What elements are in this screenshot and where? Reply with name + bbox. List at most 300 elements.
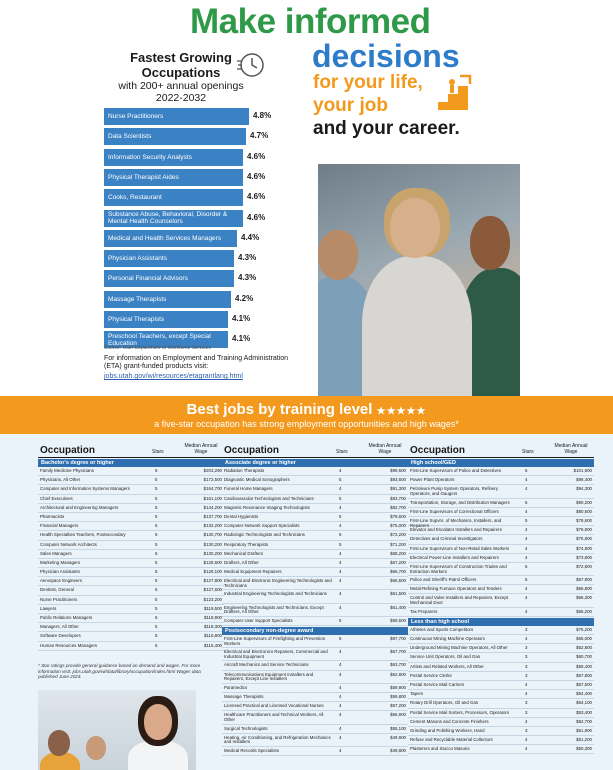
table-row [408,672,594,681]
row-wage: $115,400 [204,642,222,648]
table-row [222,559,408,568]
chart-bar-value: 4.6% [247,151,266,161]
row-occupation: Petroleum Pump System Operators, Refinery Operators, and Gaugers [410,486,499,497]
table-row [38,632,224,641]
fastest-growing-chart [104,108,284,347]
row-wage: $50,300 [576,746,592,752]
row-stars: 5 [155,541,158,547]
row-stars: 5 [339,495,342,501]
row-occupation: Underground Mining Machine Operators, All Other [410,645,508,651]
row-occupation: Sales Managers [40,550,72,556]
row-wage: $119,500 [204,605,222,611]
row-wage: $123,200 [203,596,222,602]
table-bachelors [38,438,224,651]
table-row [408,526,594,535]
section-header: Bachelor's degree or higher [38,459,224,467]
table-row [408,576,594,585]
row-stars: 5 [339,541,342,547]
row-stars: 5 [155,513,158,519]
chart-bar-value: 4.3% [238,273,257,283]
chart-source: Source: Utah Department of Workforce Services [104,345,211,351]
row-stars: 4 [525,595,528,601]
row-wage: $62,800 [390,671,406,677]
row-wage: $49,800 [390,747,406,753]
row-occupation: Computer and Information Systems Managers [40,486,130,492]
chart-bar-value: 4.6% [247,212,266,222]
row-wage: $79,600 [390,513,406,519]
header-wage: Median Annual Wage [368,443,402,455]
row-wage: $128,100 [203,569,222,575]
row-occupation: Massage Therapists [224,693,264,699]
row-stars: 3 [525,709,528,715]
best-jobs-banner [0,396,613,434]
table-row [408,709,594,718]
row-occupation: Elevator and Escalator Installers and Repairers [410,527,502,533]
row-occupation: Software Developers [40,633,81,639]
table-row [408,594,594,607]
chart-bar-value: 4.8% [253,111,272,120]
chart-bar: Physical Therapists [104,311,228,328]
row-occupation: Radiologic Technologists and Technicians [224,532,305,538]
row-occupation: Control and Valve Installers and Repairers, Except Mechanical Door [410,595,509,606]
row-occupation: Mechanical Drafters [224,550,264,556]
chart-bar: Information Security Analysts [104,149,243,166]
row-occupation: Medical Records Specialists [224,747,279,753]
table-header [38,438,224,458]
chart-bar: Preschool Teachers, except Special Education [104,331,228,348]
fastest-growing-title: Fastest Growing Occupations [130,50,232,80]
row-wage: $144,200 [203,504,222,510]
row-occupation: Aerospace Engineers [40,578,82,584]
table-row [408,554,594,563]
row-occupation: Magnetic Resonance Imaging Technologists [224,504,310,510]
eta-link[interactable]: jobs.utah.gov/wi/resources/etagrantlang.html [104,373,243,380]
tagline-life: for your life, [313,72,423,93]
row-wage: $66,700 [390,569,406,575]
row-wage: $73,800 [576,554,592,560]
row-wage: $62,800 [576,645,592,651]
table-row [222,550,408,559]
row-wage: $93,600 [390,477,406,483]
row-occupation: Managers, All Other [40,624,79,630]
row-wage: $59,500 [390,617,406,623]
row-stars: 5 [339,477,342,483]
row-stars: 4 [525,508,528,514]
table-row [38,541,224,550]
row-stars: 4 [339,486,342,492]
row-occupation: Heating, Air Conditioning, and Refrigeration Mechanics and Installers [224,734,331,745]
row-stars: 5 [155,550,158,556]
chart-bar-value: 4.1% [232,334,251,344]
row-stars: 3 [525,727,528,733]
row-occupation: Police and Sheriff's Patrol Officers [410,577,477,583]
row-stars: 4 [525,536,528,542]
table-row [222,711,408,724]
row-wage: $63,700 [390,662,406,668]
section-header: Postsecondary non-degree award [222,627,408,635]
table-row [38,623,224,632]
row-occupation: Healthcare Practitioners and Technical Workers, All Other [224,712,324,723]
row-occupation: Diagnostic Medical Sonographers [224,477,290,483]
row-stars: 4 [339,578,342,584]
table-row [408,476,594,485]
row-stars: 4 [339,569,342,575]
row-occupation: First-Line Supervisors of Non-Retail Sales Workers [410,545,510,551]
table-row [38,504,224,513]
row-occupation: Lawyers [40,605,57,611]
table-row [222,635,408,648]
row-stars: 5 [339,617,342,623]
tagline-job: your job [313,95,388,116]
row-occupation: Industrial Engineering Technologists and Technicians [224,591,327,597]
row-stars: 5 [525,563,528,569]
row-wage: $57,200 [390,703,406,709]
row-occupation: Cardiovascular Technologists and Technicians [224,495,314,501]
row-wage: $132,200 [203,523,222,529]
row-stars: 4 [339,684,342,690]
row-wage: $127,800 [203,578,222,584]
row-wage: $76,800 [576,536,592,542]
chart-bar: Nurse Practitioners [104,108,249,125]
row-occupation: Service Unit Operators, Oil and Gas [410,654,481,660]
table-row [222,568,408,577]
row-occupation: Refuse and Recyclable Material Collectors [410,737,493,743]
table-row [408,545,594,554]
row-occupation: Paramedics [224,684,248,690]
row-occupation: Drafters, All Other [224,559,259,565]
row-stars: 3 [525,654,528,660]
row-stars: 4 [525,477,528,483]
chart-bar-value: 4.2% [235,293,254,303]
row-wage: $60,700 [576,654,592,660]
table-row [222,513,408,522]
eta-info-text: For information on Employment and Training Administration (ETA) grant-funded products visit: [104,355,289,370]
chart-bar: Data Scientists [104,128,246,145]
row-stars: 4 [525,691,528,697]
row-occupation: Detectives and Criminal Investigators [410,536,483,542]
row-stars: 4 [339,747,342,753]
row-stars: 4 [339,591,342,597]
header-wage: Median Annual Wage [554,443,588,455]
row-stars: 5 [155,587,158,593]
table-row [38,467,224,476]
chart-bar-value: 4.1% [232,314,251,323]
row-wage: $164,700 [203,486,222,492]
row-stars: 4 [339,649,342,655]
star-rating-note: * Star ratings provide general guidance based on demand and wages. For more information visit: jobs.utah.gov/wi/data/library/occupation/index.html Wages data published June 2024. [38,663,201,680]
row-stars: 5 [525,468,528,473]
row-wage: $130,700 [203,532,222,538]
table-row [408,681,594,690]
header-stars: Stars [336,449,348,455]
row-stars: 4 [525,608,528,614]
row-wage: $54,400 [576,691,592,697]
table-row [38,495,224,504]
row-stars: 5 [155,624,158,630]
table-row [408,736,594,745]
table-row [408,690,594,699]
row-stars: 5 [155,596,158,602]
row-occupation: Computer User Support Specialists [224,617,293,623]
table-row [38,642,224,651]
banner-subtitle: a five-star occupation has strong employment opportunities and high wages* [154,419,459,429]
row-wage: $172,500 [203,477,222,483]
table-row [408,626,594,635]
row-stars: 3 [525,626,528,632]
table-row [38,596,224,605]
five-stars-icon: ★★★★★ [376,406,427,417]
row-stars: 5 [155,642,158,648]
row-occupation: First-Line Supervisors of Police and Detectives [410,468,502,473]
row-wage: $66,800 [576,586,592,592]
row-wage: $66,300 [576,595,592,601]
table-row [222,495,408,504]
row-occupation: Chief Executives [40,495,73,501]
row-occupation: Electrical and Electronics Repairers, Commercial and Industrial Equipment [224,649,328,659]
row-wage: $83,700 [390,495,406,501]
chart-bar-value: 4.7% [250,131,269,141]
table-row [408,644,594,653]
row-occupation: Rotary Drill Operators, Oil and Gas [410,700,479,706]
row-wage: $75,200 [576,626,592,632]
row-stars: 4 [525,746,528,752]
row-stars: 5 [339,532,342,538]
table-row [38,476,224,485]
row-wage: $54,100 [576,700,592,706]
table-row [222,504,408,513]
table-row [408,653,594,662]
row-wage: $75,000 [390,523,406,529]
row-occupation: Engineering Technologists and Technicians, Except Drafters, All Other [224,604,324,615]
row-occupation: Computer Network Architects [40,541,97,547]
row-stars: 4 [339,703,342,709]
table-row [408,718,594,727]
row-stars: 5 [155,532,158,538]
row-stars: 4 [339,523,342,529]
row-wage: $59,900 [390,684,406,690]
table-row [222,693,408,702]
row-occupation: Respiratory Therapists [224,541,269,547]
chart-bar: Personal Financial Advisors [104,270,234,287]
row-stars: 5 [155,615,158,620]
row-occupation: First-Line Supervisors of Firefighting and Prevention Workers [224,636,326,646]
chart-bar: Physical Therapist Aides [104,169,243,186]
row-wage: $118,900 [204,615,222,620]
row-stars: 4 [339,734,342,740]
table-row [222,734,408,747]
row-stars: 3 [525,672,528,678]
row-stars: 4 [525,737,528,743]
table-row [222,702,408,711]
table-row [38,614,224,623]
row-occupation: Cement Masons and Concrete Finishers [410,718,489,724]
row-occupation: First-Line Supvrs. of Mechanics, Installers, and Repairers [410,517,502,528]
row-occupation: Grinding and Polishing Workers, Hand [410,727,485,733]
row-occupation: Postal Service Mail Sorters, Processors, Operators [410,709,510,715]
team-photo [318,164,520,396]
row-stars: 5 [155,569,158,575]
row-occupation: Electrical and Electronic Engineering Technologists and Technicians [224,578,332,589]
table-row [38,513,224,522]
row-wage: $61,500 [390,591,406,597]
row-occupation: Plasterers and Stucco Masons [410,746,470,752]
row-occupation: Architectural and Engineering Managers [40,504,119,510]
row-stars: 5 [155,578,158,584]
row-stars: 4 [339,693,342,699]
row-occupation: Tapers [410,691,424,697]
table-row [38,559,224,568]
chart-bar: Medical and Health Services Managers [104,230,237,247]
row-stars: 4 [525,486,528,492]
table-header [408,438,594,458]
row-wage: $128,600 [203,559,222,565]
row-wage: $68,200 [390,550,406,556]
section-header: Less than high school [408,618,594,626]
row-stars: 5 [525,517,528,523]
row-wage: $116,800 [204,633,222,639]
row-occupation: Transportation, Storage, and Distribution Managers [410,499,510,505]
section-header: High school/GED [408,459,594,467]
row-wage: $67,900 [576,577,592,583]
row-wage: $59,400 [576,663,592,669]
table-row [408,727,594,736]
row-stars: 4 [339,604,342,610]
row-occupation: Funeral Home Managers [224,486,273,492]
row-wage: $61,400 [390,604,406,610]
row-occupation: Postal Service Clerks [410,672,452,678]
table-row [408,745,594,754]
row-stars: 5 [155,504,158,510]
row-stars: 4 [339,671,342,677]
row-wage: $56,900 [390,712,406,718]
row-stars: 3 [525,663,528,669]
row-occupation: Pharmacists [40,513,65,519]
header-wage: Median Annual Wage [184,443,218,455]
row-occupation: Nurse Practitioners [40,596,78,602]
row-stars: 4 [525,718,528,724]
row-stars: 5 [155,495,158,501]
office-photo [38,690,196,770]
row-wage: $98,400 [576,477,592,483]
row-stars: 5 [525,499,528,505]
row-wage: $94,300 [576,486,592,492]
row-wage: $130,200 [203,550,222,556]
row-occupation: Aircraft Mechanics and Service Technicians [224,662,309,668]
table-row [38,568,224,577]
table-row [408,535,594,544]
table-row [222,577,408,590]
table-row [222,648,408,661]
row-stars: 4 [525,586,528,592]
row-stars: 5 [155,468,158,473]
table-row [222,684,408,693]
row-occupation: Tax Preparers [410,608,438,614]
row-wage: $72,800 [576,563,592,569]
row-wage: $203,290 [203,468,222,473]
table-header [222,438,408,458]
row-wage: $67,700 [390,649,406,655]
table-row [222,747,408,756]
table-row [222,617,408,626]
table-row [222,522,408,531]
table-row [38,485,224,494]
table-associate-postsecondary [222,438,408,756]
row-stars: 5 [155,633,158,639]
chart-bar-value: 4.6% [247,192,266,202]
row-wage: $71,200 [390,541,406,547]
row-wage: $51,900 [576,727,592,733]
table-row [408,517,594,526]
row-wage: $91,300 [390,486,406,492]
chart-bar-value: 4.4% [241,232,260,242]
row-stars: 4 [525,681,528,687]
table-row [222,590,408,603]
headline: Make informed [190,2,431,41]
table-row [408,663,594,672]
row-wage: $161,100 [203,495,222,501]
row-wage: $73,200 [390,532,406,538]
row-wage: $57,500 [576,681,592,687]
row-stars: 5 [339,636,342,641]
table-row [222,671,408,684]
row-wage: $78,600 [576,517,592,523]
chart-bar: Cooks, Restaurant [104,189,243,206]
row-wage: $101,900 [573,468,592,473]
row-occupation: Artists and Related Workers, All Other [410,663,484,669]
chart-bar-value: 4.3% [238,253,257,263]
row-occupation: Surgical Technologists [224,725,268,731]
row-wage: $67,200 [390,559,406,565]
row-wage: $66,500 [390,578,406,584]
row-wage: $82,700 [390,504,406,510]
row-occupation: Telecommunications Equipment Installers and Repairers, Except Line Installers [224,671,314,682]
row-stars: 5 [155,523,158,529]
table-row [38,522,224,531]
row-occupation: Metal-Refining Furnace Operators and Tenders [410,586,502,592]
row-occupation: Athletes and Sports Competitors [410,626,474,632]
table-row [38,586,224,595]
row-occupation: Physicians, All Other [40,477,81,483]
row-stars: 4 [525,527,528,533]
table-row [408,608,594,617]
career-ladder-icon [436,72,476,112]
row-wage: $52,700 [576,718,592,724]
row-stars: 4 [339,725,342,731]
table-row [408,635,594,644]
row-wage: $99,500 [390,468,406,473]
table-row [408,467,594,476]
chart-bar: Substance Abuse, Behavioral, Disorder & Mental Health Counselors [104,210,243,227]
row-occupation: Public Relations Managers [40,615,93,620]
header-occupation: Occupation [224,445,280,456]
row-wage: $130,200 [203,541,222,547]
row-stars: 3 [525,700,528,706]
table-highschool-less [408,438,594,754]
row-occupation: Physician Assistants [40,569,80,575]
row-occupation: Dentists, General [40,587,74,593]
row-stars: 4 [339,468,342,473]
row-wage: $74,900 [576,545,592,551]
table-row [38,550,224,559]
header-stars: Stars [522,449,534,455]
table-row [408,585,594,594]
table-row [222,485,408,494]
row-wage: $57,800 [576,672,592,678]
row-wage: $49,900 [390,734,406,740]
row-occupation: Family Medicine Physicians [40,468,94,473]
row-occupation: Radiation Therapists [224,468,265,473]
row-stars: 4 [525,554,528,560]
